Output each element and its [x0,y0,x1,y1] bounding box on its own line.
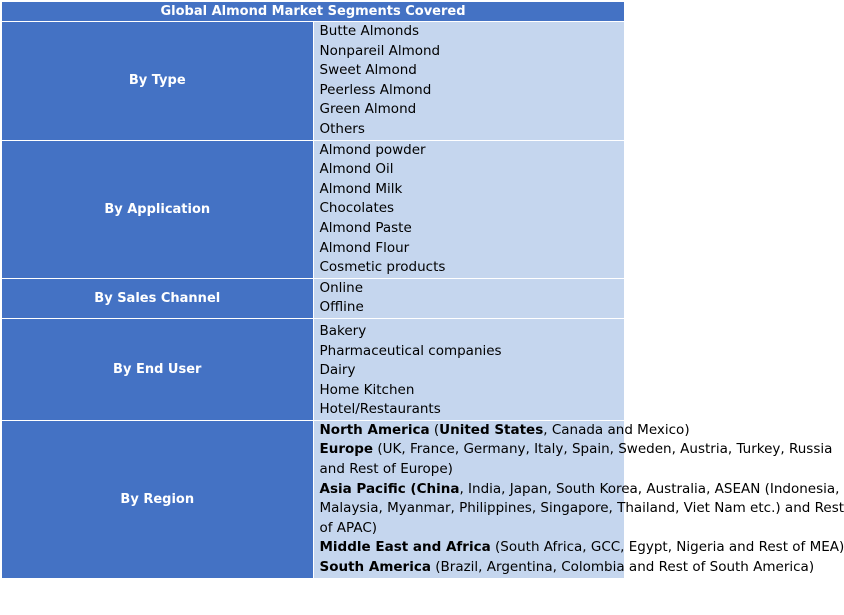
segment-row-sales-channel [2,278,625,318]
segment-row-application [2,140,625,278]
segment-items-end-user [313,318,625,420]
segment-label-region: By Region [2,420,314,578]
list-item: Offline [319,299,364,316]
list-item: Dairy [319,362,356,379]
segment-items-application [313,140,625,278]
list-item: Almond Oil [319,161,394,178]
list-item: Sweet Almond [319,62,417,79]
region-text: , Canada and Mexico) [543,421,690,438]
region-asia-pacific-line3: of APAC) [319,519,378,536]
region-south-america [319,558,815,578]
list-item: Almond Flour [319,239,410,256]
region-text: (Brazil, Argentina, Colombia and Rest of South America) [430,559,815,576]
title-row [2,2,625,22]
region-text: (UK, France, Germany, Italy, Spain, Sweden, Austria, Turkey, Russia [373,441,833,458]
list-item: Hotel/Restaurants [319,401,441,418]
region-asia-pacific-line2: Malaysia, Myanmar, Philippines, Singapore, Thailand, Viet Nam etc.) and Rest [319,500,844,517]
segment-row-type [2,22,625,141]
table-title: Global Almond Market Segments Covered [2,2,625,22]
region-name: South America [319,559,431,576]
region-name: Europe [319,441,374,458]
list-item: Home Kitchen [319,381,415,398]
region-europe-line2: and Rest of Europe) [319,461,453,478]
region-text: (South Africa, GCC, Egypt, Nigeria and Rest of MEA) [490,539,844,556]
region-text: ( [429,421,440,438]
segment-row-end-user [2,318,625,420]
segment-items-sales-channel [313,278,625,318]
segment-label-type: By Type [2,22,314,141]
list-item: Butte Almonds [319,23,420,39]
list-item: Cosmetic products [319,259,446,276]
list-item: Green Almond [319,101,417,118]
list-item: Nonpareil Almond [319,42,441,59]
region-asia-pacific-line1 [319,480,840,500]
list-item: Chocolates [319,200,395,217]
region-name: North America [319,421,430,438]
list-item: Almond Paste [319,219,412,236]
region-country-bold: United States [439,421,544,438]
region-country-bold: China [416,480,460,497]
segment-label-sales-channel: By Sales Channel [2,278,314,318]
segment-items-region [313,420,844,578]
region-name: Middle East and Africa [319,539,491,556]
region-name: Asia Pacific [319,480,406,497]
list-item: Others [319,120,365,137]
segments-table [1,1,844,579]
segment-row-region [2,420,625,578]
region-text: , India, Japan, South Korea, Australia, ASEAN (Indonesia, [459,480,840,497]
list-item: Almond Milk [319,180,403,197]
list-item: Almond powder [319,141,426,158]
segment-items-type [313,22,625,141]
region-mea [319,538,844,558]
list-item: Online [319,279,364,296]
region-text: ( [405,480,417,497]
list-item: Pharmaceutical companies [319,342,502,359]
list-item: Bakery [319,322,367,339]
segment-label-end-user: By End User [2,318,314,420]
region-europe-line1 [319,440,833,460]
list-item: Peerless Almond [319,81,432,98]
segment-label-application: By Application [2,140,314,278]
region-north-america [319,421,690,441]
